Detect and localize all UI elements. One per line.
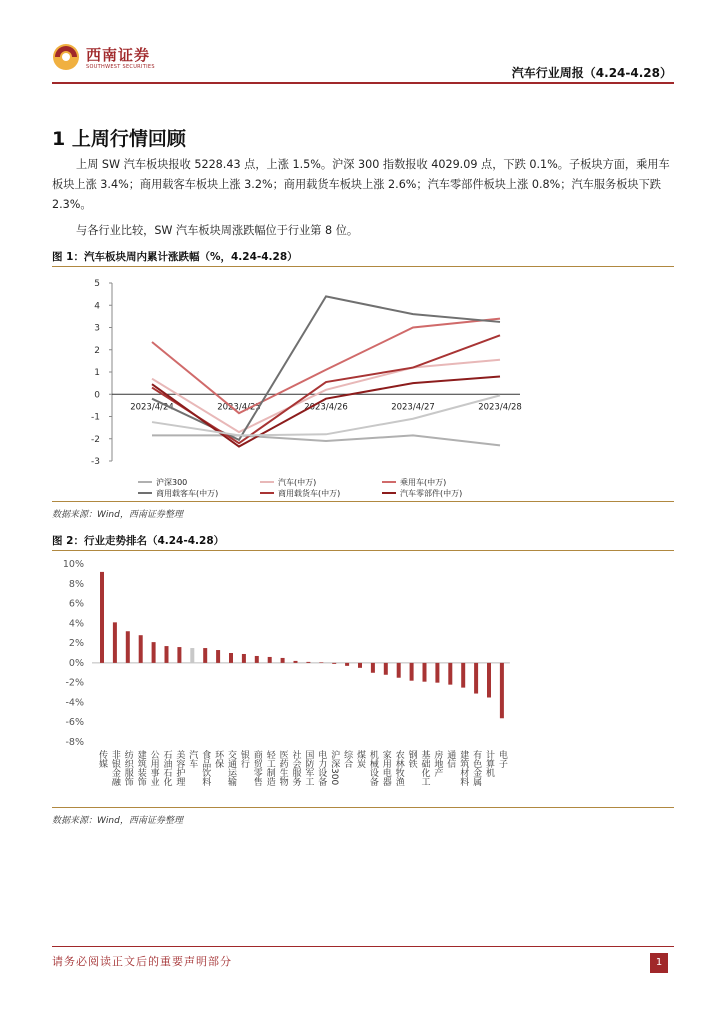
bar	[216, 650, 220, 663]
y-tick-label: -1	[91, 412, 100, 423]
y-tick-label: -8%	[65, 737, 84, 748]
legend-label: 汽车(中万)	[278, 478, 317, 487]
legend-label: 商用载货车(中万)	[278, 489, 341, 498]
category-label: 轻工制造	[264, 750, 275, 786]
bar	[113, 622, 117, 663]
company-logo	[52, 43, 80, 71]
figure2-top-rule	[52, 550, 674, 551]
y-tick-label: 2%	[68, 638, 84, 650]
figure1-top-rule	[52, 266, 674, 267]
bar	[165, 646, 169, 663]
category-label: 煤炭	[355, 750, 365, 768]
y-tick-label: -4%	[65, 697, 84, 709]
category-label: 建筑装饰	[135, 750, 146, 786]
figure1-title: 图 1：汽车板块周内累计涨跌幅（%，4.24-4.28）	[52, 251, 298, 263]
y-tick-label: 2	[94, 345, 100, 356]
bar	[461, 663, 465, 688]
bar	[203, 648, 207, 663]
page-number: 1	[650, 953, 668, 973]
bar	[448, 663, 452, 685]
logo-text-cn: 西南证券	[86, 46, 151, 64]
bar	[126, 631, 130, 663]
y-tick-label: -3	[91, 457, 100, 467]
bar	[229, 653, 233, 663]
bar	[190, 648, 194, 663]
category-label: 钢铁	[406, 750, 417, 768]
category-label: 通信	[445, 750, 456, 768]
y-tick-label: -2%	[65, 677, 84, 689]
category-label: 非银金融	[109, 750, 120, 786]
figure1-source: 数据来源：Wind，西南证券整理	[52, 510, 183, 520]
bar	[242, 654, 246, 663]
y-tick-label: 0	[94, 390, 100, 401]
bar-chart	[52, 552, 674, 807]
x-tick-label: 2023/4/27	[391, 402, 435, 413]
bar	[139, 635, 143, 663]
bar	[281, 658, 285, 663]
category-label: 传媒	[97, 750, 107, 768]
category-label: 公用事业	[148, 750, 159, 786]
bar	[423, 663, 427, 682]
y-tick-label: 8%	[68, 578, 84, 590]
category-label: 计算机	[484, 750, 494, 777]
category-label: 电子	[496, 750, 507, 768]
category-label: 银行	[238, 750, 249, 768]
bar	[255, 656, 259, 663]
legend-label: 商用载客车(中万)	[156, 489, 219, 498]
category-label: 基础化工	[419, 750, 430, 786]
x-tick-label: 2023/4/28	[478, 402, 522, 413]
series-line	[152, 296, 500, 440]
legend-label: 汽车零部件(中万)	[400, 489, 463, 498]
y-tick-label: 5	[94, 279, 100, 289]
category-label: 家用电器	[380, 750, 391, 786]
figure1-bottom-rule	[52, 501, 674, 502]
header-divider	[52, 82, 674, 84]
bar	[358, 663, 362, 668]
category-label: 纺织服饰	[122, 750, 133, 786]
category-label: 农林牧渔	[393, 750, 404, 786]
y-tick-label: 0%	[68, 657, 84, 669]
footer-divider	[52, 946, 674, 947]
category-label: 机械设备	[367, 750, 378, 786]
bar	[319, 662, 323, 663]
y-tick-label: -6%	[65, 717, 84, 729]
category-label: 电力设备	[316, 750, 327, 786]
category-label: 医药生物	[277, 750, 288, 786]
category-label: 商贸零售	[251, 750, 262, 786]
y-tick-label: 4%	[68, 618, 84, 630]
category-label: 石油石化	[161, 750, 172, 786]
category-label: 建筑材料	[458, 750, 469, 786]
bar	[384, 663, 388, 675]
bar	[177, 647, 181, 663]
line-chart	[52, 268, 674, 500]
paragraph-industry-rank: 与各行业比较，SW 汽车板块周涨跌幅位于行业第 8 位。	[76, 224, 359, 237]
category-label: 社会服务	[290, 750, 301, 786]
x-tick-label: 2023/4/24	[130, 402, 174, 413]
bar	[487, 663, 491, 698]
category-label: 美容护理	[174, 750, 185, 786]
category-label: 房地产	[432, 750, 443, 777]
category-label: 汽车	[187, 750, 198, 768]
report-title: 汽车行业周报（4.24-4.28）	[511, 66, 672, 80]
category-label: 综合	[342, 750, 353, 768]
y-tick-label: -2	[91, 434, 100, 445]
x-tick-label: 2023/4/25	[217, 402, 261, 413]
bar	[100, 572, 104, 663]
y-tick-label: 3	[94, 323, 100, 334]
disclaimer-notice: 请务必阅读正文后的重要声明部分	[52, 955, 232, 968]
bar	[500, 663, 504, 718]
y-tick-label: 6%	[68, 598, 84, 610]
bar	[345, 663, 349, 666]
y-tick-label: 10%	[62, 559, 84, 570]
bar	[474, 663, 478, 694]
bar	[397, 663, 401, 678]
bar	[371, 663, 375, 673]
bar	[332, 663, 336, 664]
logo-text-en: SOUTHWEST SECURITIES	[86, 64, 155, 70]
paragraph-market-summary: 上周 SW 汽车板块报收 5228.43 点，上涨 1.5%。沪深 300 指数报收 4029.09 点，下跌 0.1%。子板块方面，乘用车板块上涨 3.4%；商用载客车板块上涨 3.2%；商用载货车板块上涨 2.6%；汽车零部件板块上涨 0.8%；汽车服务板块下跌 2.3%。	[52, 158, 670, 211]
bar	[268, 657, 272, 663]
section-title: 1 上周行情回顾	[52, 128, 186, 150]
series-line	[152, 435, 500, 445]
bar	[152, 642, 156, 663]
y-tick-label: 1	[94, 368, 100, 378]
category-label: 国防军工	[303, 750, 314, 786]
x-tick-label: 2023/4/26	[304, 402, 348, 413]
figure2-bottom-rule	[52, 807, 674, 808]
bar	[306, 662, 310, 663]
category-label: 食品饮料	[200, 750, 211, 786]
category-label: 环保	[213, 750, 224, 768]
category-label: 有色金属	[471, 750, 482, 786]
bar	[294, 661, 298, 663]
figure2-source: 数据来源：Wind，西南证券整理	[52, 816, 183, 826]
bar	[410, 663, 414, 681]
y-tick-label: 4	[94, 301, 100, 312]
legend-label: 沪深300	[156, 478, 188, 487]
figure2-title: 图 2：行业走势排名（4.24-4.28）	[52, 535, 225, 547]
legend-label: 乘用车(中万)	[400, 478, 447, 487]
category-label: 交通运输	[226, 750, 236, 786]
category-label: 沪深300	[329, 750, 340, 786]
bar	[435, 663, 439, 683]
